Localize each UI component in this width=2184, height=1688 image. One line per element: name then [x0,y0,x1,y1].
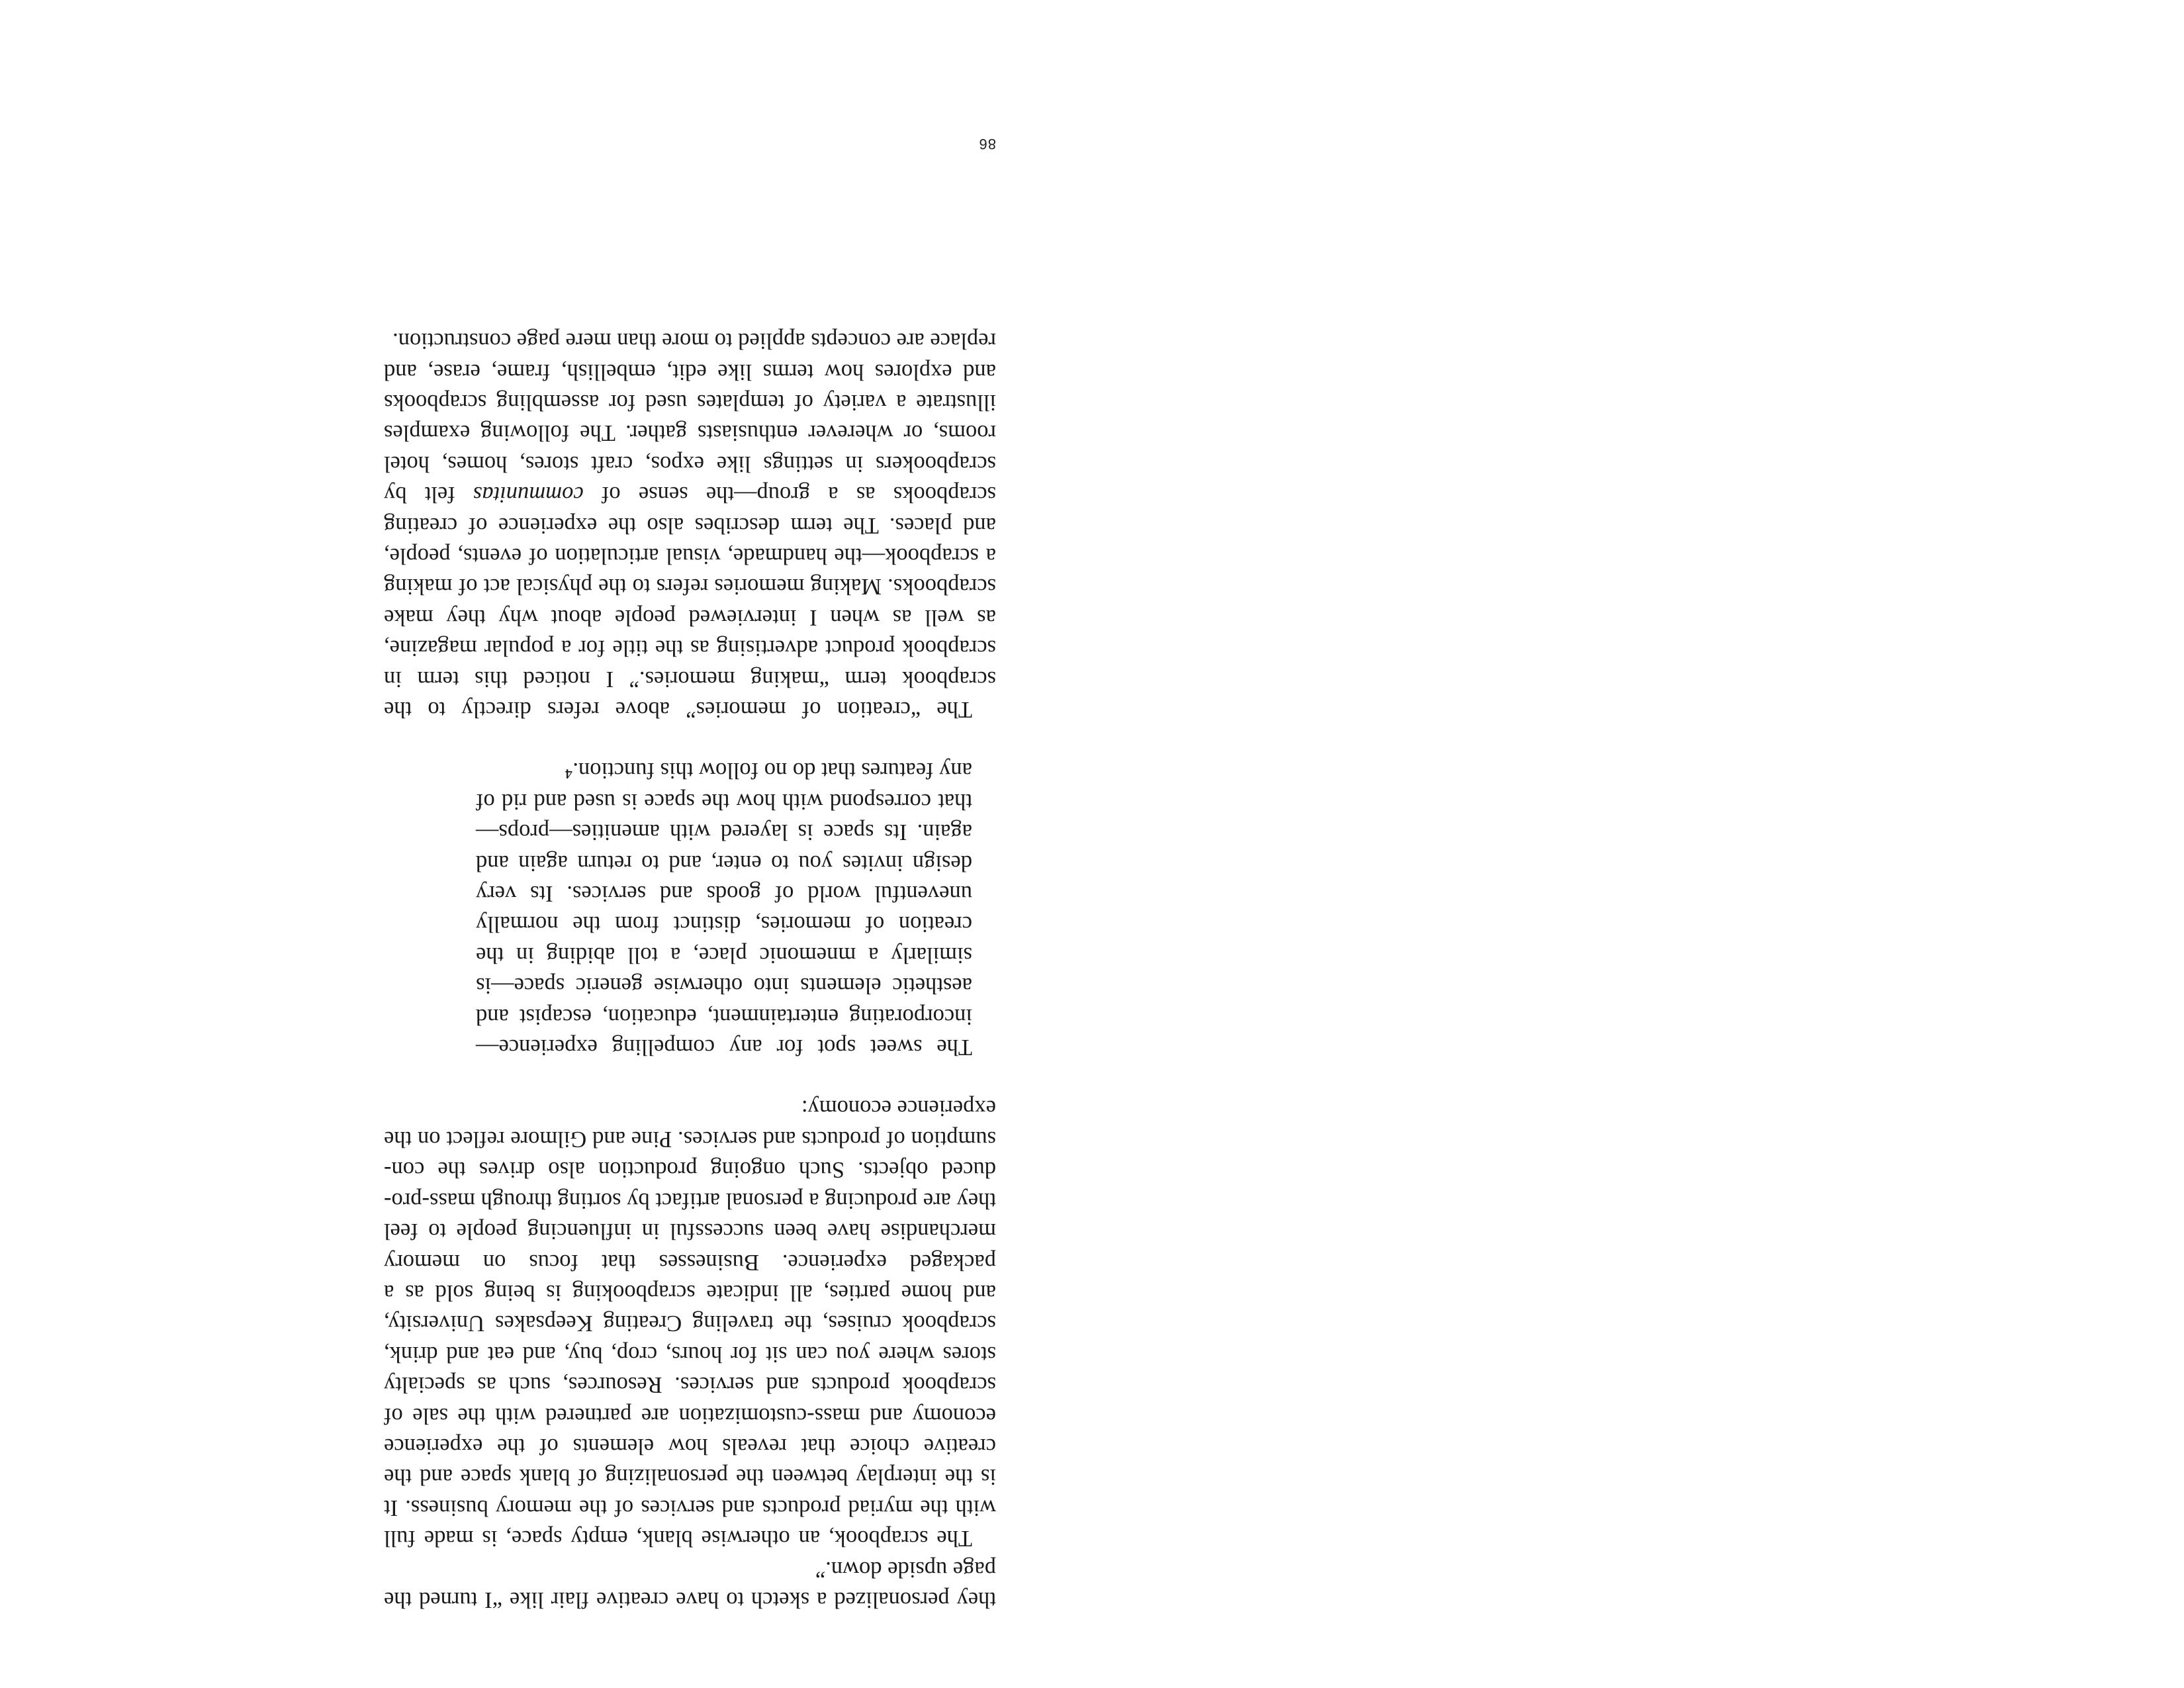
paragraph-scrapbook-business: The scrapbook, an otherwise blank, empty space, is made full with the myriad products and services of the memory business. It is the interplay between the personalizing of blank space and the creative choice that reveals how elements of the experience economy and mass-customization are partnered with the sale of scrapbook products and services. Resources, such as specialty stores where you can sit for hours, crop, buy, and eat and drink, scrapbook cruises, the traveling Creating Keepsakes University, and home parties, all indicate scrapbooking is being sold as a packaged experience. Businesses that focus on memory merchandise have been successful in influencing people to feel they are producing a personal artifact by sorting through mass-produced objects. Such ongoing production also drives the consumption of products and services. Pine and Gilmore reflect on the experience economy: [384,1096,996,1552]
book-page-upside-down [384,132,996,1615]
page-number: 86 [978,136,996,152]
paragraph-text-before: The “creation of memories” above refers directly to the scrapbook term “making memories.” I noticed this term in scrapbook product advertising as the title for a popular magazine, as well as when I interviewed people about why they make scrapbooks. Making memories refers to the physical act of making a scrapbook—the handmade, visual articulation of events, people, and places. The term describes also the experience of creating scrapbooks as a group—the sense of [384,482,996,723]
spacer [384,725,996,755]
block-quote-text: The sweet spot for any compelling experience—incorporating entertainment, education, escapist and aesthetic elements into otherwise generic space—is similarly a mnemonic place, a toll abiding in the creation of memories, distinct from the normally uneventful world of goods and services. Its very design invites you to enter, and to return again and again. Its space is layered with amenities—props—that correspond with how the space is used and rid of any features that do no follow this function.⁴ [476,758,972,1060]
paragraph-making-memories [384,326,996,725]
body-text-column [384,326,996,1615]
emphasis-communitas: communitas [473,482,584,508]
paragraph-text-after: felt by scrapbookers in settings like expos, craft stores, homes, hotel rooms, or wherever enthusiasts gather. The following examples illustrate a variety of templates used for assembling scrapbooks and explores how terms like edit, embellish, frame, erase, and replace are concepts applied to more than mere page construction. [384,328,996,508]
paragraph-continuation: they personalized a sketch to have creative flair like “I turned the page upside down.” [384,1556,996,1613]
spacer [384,1062,996,1093]
block-quote-pine-gilmore [476,755,972,1062]
